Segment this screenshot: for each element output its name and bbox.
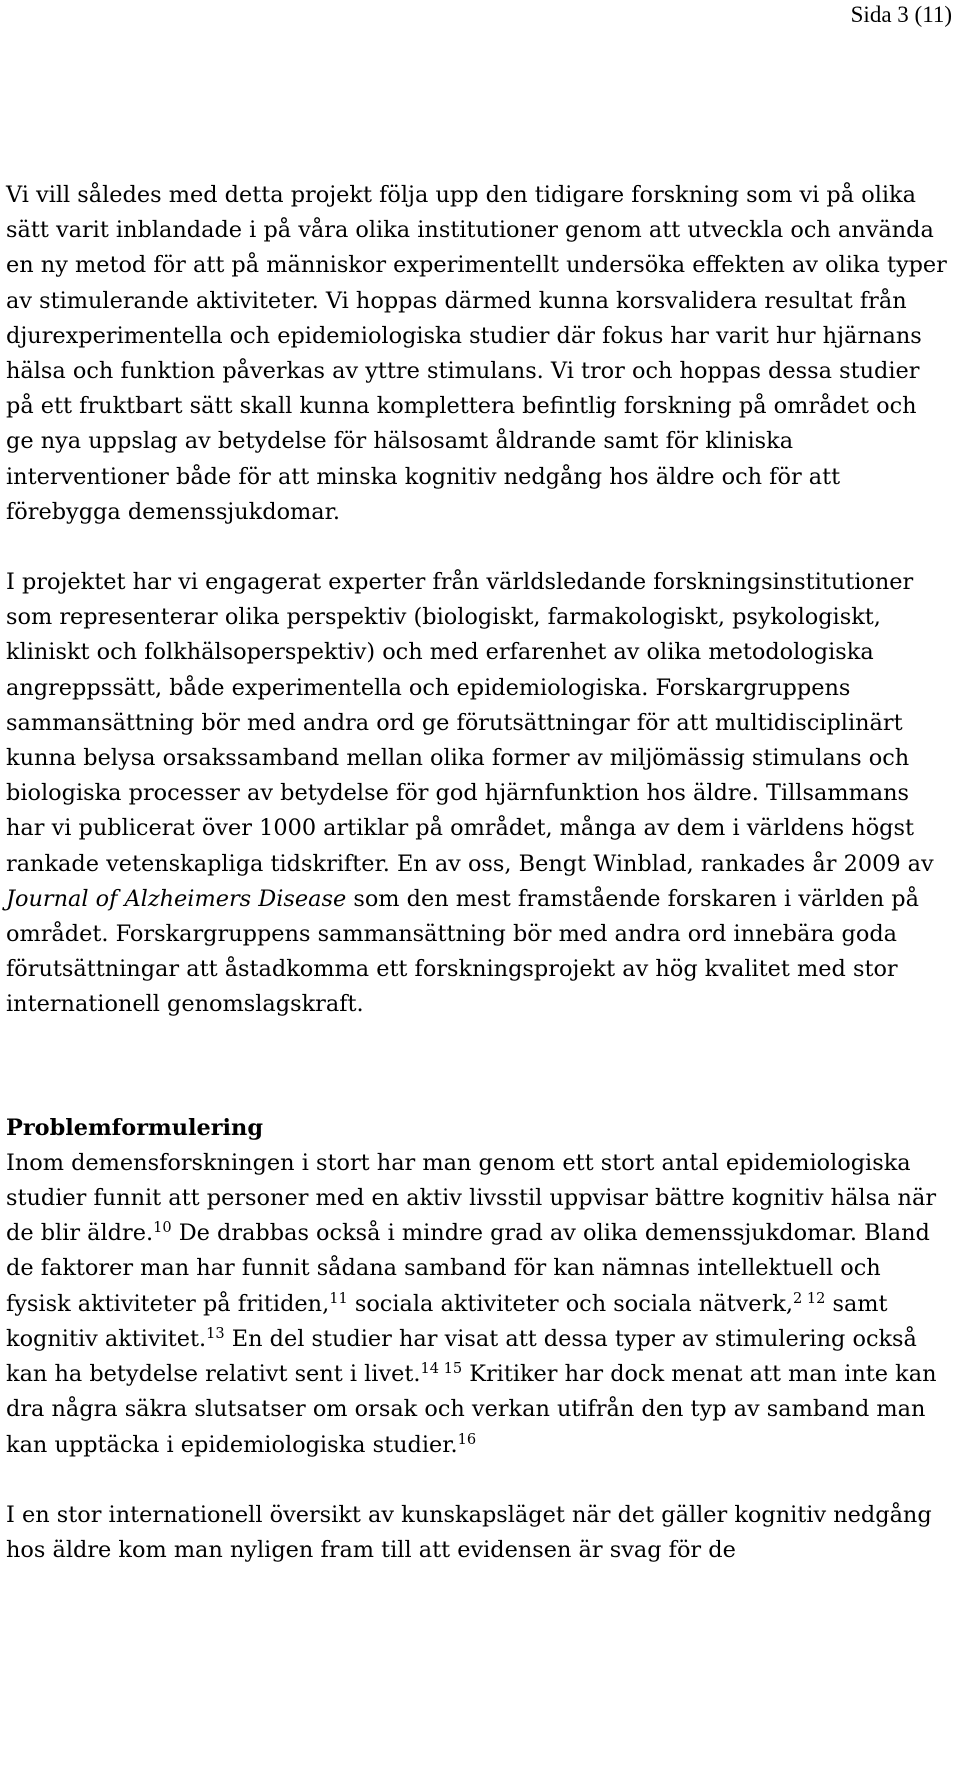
paragraph-text: Kritiker har dock menat att man inte kan dra några säkra slutsatser om orsak och verkan utifrån den typ av samband man kan upptäcka i epidemiologiska studier. xyxy=(6,1361,937,1458)
footnote-ref: 13 xyxy=(206,1324,225,1342)
footnote-ref: 10 xyxy=(153,1219,172,1237)
paragraph-text: I projektet har vi engagerat experter från världsledande forskningsinstitutioner som representerar olika perspektiv (biologiskt, farmakologiskt, psykologiskt, kliniskt och folkhälsoperspektiv) och med erfarenhet av olika metodologiska angreppssätt, både experimentella och epidemiologiska. Forskargruppens sammansättning bör med andra ord ge förutsättningar för att multidisciplinärt kunna belysa orsakssamband mellan olika former av miljömässig stimulans och biologiska processer av betydelse för god hjärnfunktion hos äldre. Tillsammans har vi publicerat över 1000 artiklar på området, många av dem i världens högst rankade vetenskapliga tidskrifter. En av oss, Bengt Winblad, rankades år 2009 av xyxy=(6,569,934,877)
paragraph-text: som den mest framstående forskaren i världen på området. Forskargruppens sammansättning bör med andra ord innebära goda förutsättningar att åstadkomma ett forskningsprojekt av hög kvalitet med stor internationell genomslagskraft. xyxy=(6,885,919,1018)
paragraph-text: De drabbas också i mindre grad av olika demenssjukdomar. Bland de faktorer man har funnit sådana samband för kan nämnas intellektuell och fysisk aktiviteter på fritiden, xyxy=(6,1220,930,1317)
paragraph-text: Inom demensforskningen i stort har man genom ett stort antal epidemiologiska studier funnit att personer med en aktiv livsstil uppvisar bättre kognitiv hälsa när de blir äldre. xyxy=(6,1149,937,1247)
footnote-ref: 16 xyxy=(457,1430,477,1448)
paragraph-text: sociala aktiviteter och sociala nätverk, xyxy=(347,1290,793,1317)
section-heading: Problemformulering xyxy=(6,1114,263,1141)
paragraph-problem xyxy=(6,1146,951,1463)
paragraph-project-aim: Vi vill således med detta projekt följa upp den tidigare forskning som vi på olika sätt varit inblandade i på våra olika institutioner genom att utveckla och använda en ny metod för att på människor experimentellt undersöka effekten av olika typer av stimulerande aktiviteter. Vi hoppas därmed kunna korsvalidera resultat från djurexperimentella och epidemiologiska studier där fokus har varit hur hjärnans hälsa och funktion påverkas av yttre stimulans. Vi tror och hoppas dessa studier på ett fruktbart sätt skall kunna komplettera befintlig forskning på området och ge nya uppslag av betydelse för hälsosamt åldrande samt för kliniska interventioner både för att minska kognitiv nedgång hos äldre och för att förebygga demenssjukdomar. xyxy=(6,182,947,525)
paragraph-text: samt kognitiv aktivitet. xyxy=(6,1290,888,1352)
paragraph-research-group xyxy=(6,565,951,1023)
page-number: Sida 3 (11) xyxy=(850,2,952,27)
paragraph-text: En del studier har visat att dessa typer av stimulering också kan ha betydelse relativt sent i livet. xyxy=(6,1325,917,1388)
footnote-ref: 14 15 xyxy=(420,1360,463,1378)
footnote-ref: 2 12 xyxy=(792,1289,826,1307)
paragraph-overview: I en stor internationell översikt av kunskapsläget när det gäller kognitiv nedgång hos äldre kom man nyligen fram till att evidensen är svag för de xyxy=(6,1501,932,1563)
journal-title: Journal of Alzheimers Disease xyxy=(6,885,347,912)
document-body xyxy=(6,178,951,1568)
footnote-ref: 11 xyxy=(329,1289,348,1307)
